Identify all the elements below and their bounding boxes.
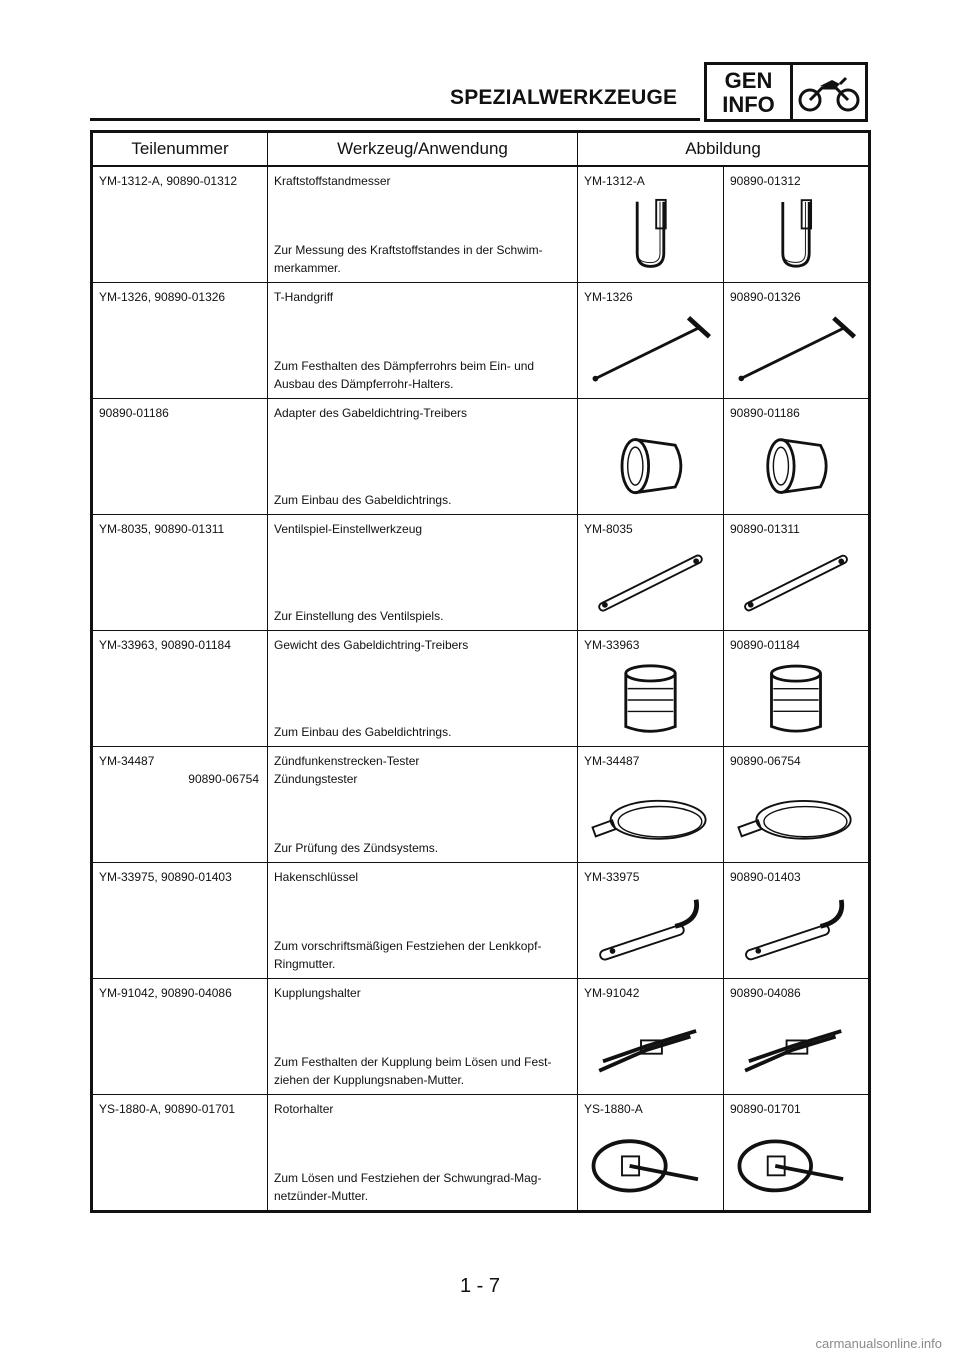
tool-name: Hakenschlüssel [274,870,359,884]
table-row [92,399,870,515]
clutch-holder-icon [730,1006,862,1090]
tool-name: Rotorhalter [274,1102,334,1116]
part-number: YM-33975, 90890-01403 [99,870,232,884]
table-row [92,747,870,863]
t-handle-icon [730,310,862,394]
illustration-label: YM-91042 [584,986,640,1000]
illustration-cell [724,166,870,283]
watermark: carmanualsonline.info [815,1336,942,1351]
illustration-label: YM-33975 [584,870,640,884]
rotor-holder-icon [730,1122,862,1206]
illustration-cell [578,166,724,283]
illustration-label: YS-1880-A [584,1102,643,1116]
part-number: 90890-01186 [99,406,169,420]
illustration-cell [724,283,870,399]
table-row [92,631,870,747]
illustration-label: 90890-01701 [730,1102,801,1116]
tool-usage: Zum Festhalten der Kupplung beim Lösen und Fest-ziehen der Kupplungsnaben-Mutter. [274,1055,552,1087]
tool-cell [268,747,578,863]
illustration-cell [724,515,870,631]
fuel-level-gauge-icon [730,194,862,278]
motorcycle-icon [793,65,865,119]
illustration-label: YM-34487 [584,754,640,768]
tool-name: Kupplungshalter [274,986,361,1000]
column-header-tool: Werkzeug/Anwendung [268,132,578,167]
page-number: 1 - 7 [459,1275,501,1297]
part-number-cell [92,1095,268,1212]
ignition-tester-icon [730,774,862,858]
header-rule [90,118,700,121]
tool-cell [268,399,578,515]
part-number: YM-33963, 90890-01184 [99,638,231,652]
tool-usage: Zum Einbau des Gabeldichtrings. [274,493,452,507]
seal-driver-weight-icon [584,658,717,742]
illustration-cell [578,979,724,1095]
illustration-label: 90890-01312 [730,174,801,188]
tool-name: T-Handgriff [274,290,334,304]
part-number-cell [92,515,268,631]
illustration-label: 90890-01186 [730,406,800,420]
column-header-part-number: Teilenummer [92,132,268,167]
table-row [92,166,870,283]
tool-cell [268,979,578,1095]
illustration-label: YM-1312-A [584,174,645,188]
illustration-label: 90890-01184 [730,638,800,652]
tool-usage: Zur Prüfung des Zündsystems. [274,841,439,855]
illustration-cell [578,747,724,863]
tool-cell [268,863,578,979]
illustration-cell [578,1095,724,1212]
tool-cell [268,1095,578,1212]
tool-name: Kraftstoffstandmesser [274,174,391,188]
tool-usage: Zum Festhalten des Dämpferrohrs beim Ein- und Ausbau des Dämpferrohr-Halters. [274,359,535,391]
part-number: YM-34487 [99,754,155,768]
illustration-label: YM-8035 [584,522,633,536]
table-row [92,283,870,399]
illustration-label: 90890-04086 [730,986,801,1000]
part-number: YM-8035, 90890-01311 [99,522,225,536]
section-badge [704,62,868,122]
illustration-label: YM-1326 [584,290,633,304]
tool-cell [268,166,578,283]
table-row [92,515,870,631]
ignition-tester-icon [584,774,717,858]
tool-name: Adapter des Gabeldichtring-Treibers [274,406,467,420]
clutch-holder-icon [584,1006,717,1090]
tool-usage: Zum Einbau des Gabeldichtrings. [274,725,452,739]
part-number-alt: 90890-06754 [188,772,259,786]
tool-usage: Zum vorschriftsmäßigen Festziehen der Lenkkopf-Ringmutter. [274,939,542,971]
seal-driver-adapter-icon [730,426,862,510]
part-number-cell [92,283,268,399]
illustration-label: YM-33963 [584,638,640,652]
hook-wrench-icon [584,890,717,974]
illustration-cell [724,399,870,515]
seal-driver-adapter-icon [584,426,717,510]
tool-cell [268,515,578,631]
tool-cell [268,631,578,747]
badge-line-2: INFO [722,92,775,117]
illustration-cell [724,747,870,863]
illustration-cell [578,515,724,631]
illustration-label: 90890-01403 [730,870,801,884]
table-header-row [92,132,870,167]
tool-name: Gewicht des Gabeldichtring-Treibers [274,638,469,652]
illustration-cell [724,1095,870,1212]
illustration-label: 90890-01311 [730,522,800,536]
illustration-label: 90890-06754 [730,754,801,768]
hook-wrench-icon [730,890,862,974]
special-tools-table [90,130,871,1213]
rotor-holder-icon [584,1122,717,1206]
tool-usage: Zur Einstellung des Ventilspiels. [274,609,444,623]
table-row [92,1095,870,1212]
part-number-cell [92,747,268,863]
tool-usage: Zum Lösen und Festziehen der Schwungrad-Mag-netzünder-Mutter. [274,1171,542,1203]
part-number: YM-91042, 90890-04086 [99,986,232,1000]
column-header-illustration: Abbildung [578,132,870,167]
part-number: YM-1312-A, 90890-01312 [99,174,238,188]
tool-usage: Zur Messung des Kraftstoffstandes in der Schwim-merkammer. [274,243,543,275]
illustration-cell [578,283,724,399]
page-title: SPEZIALWERKZEUGE [450,86,678,109]
part-number: YS-1880-A, 90890-01701 [99,1102,236,1116]
badge-line-1: GEN [724,68,773,93]
part-number-cell [92,863,268,979]
fuel-level-gauge-icon [584,194,717,278]
tool-name-alt: Zündungstester [274,772,358,786]
illustration-cell [724,863,870,979]
tool-name: Zündfunkenstrecken-Tester [274,754,420,768]
illustration-label: 90890-01326 [730,290,801,304]
part-number-cell [92,631,268,747]
tool-name: Ventilspiel-Einstellwerkzeug [274,522,423,536]
part-number: YM-1326, 90890-01326 [99,290,226,304]
illustration-cell [578,399,724,515]
illustration-cell [578,631,724,747]
part-number-cell [92,399,268,515]
t-handle-icon [584,310,717,394]
part-number-cell [92,979,268,1095]
part-number-cell [92,166,268,283]
valve-adjusting-tool-icon [730,542,862,626]
tool-cell [268,283,578,399]
table-row [92,979,870,1095]
seal-driver-weight-icon [730,658,862,742]
badge-text [707,65,793,119]
valve-adjusting-tool-icon [584,542,717,626]
table-row [92,863,870,979]
illustration-cell [724,631,870,747]
illustration-cell [578,863,724,979]
illustration-cell [724,979,870,1095]
